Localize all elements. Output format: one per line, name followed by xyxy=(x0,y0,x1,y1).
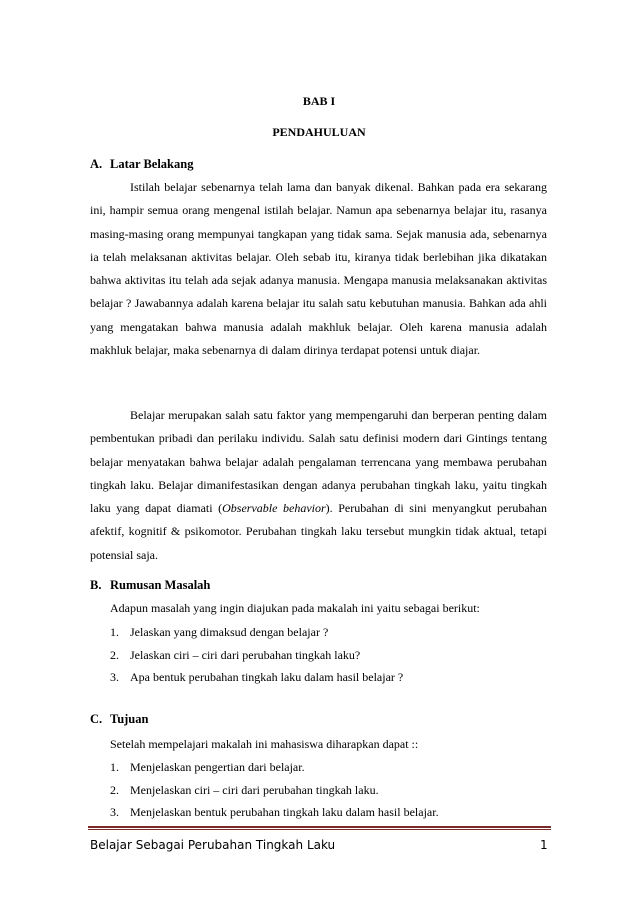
list-item: 3. Apa bentuk perubahan tingkah laku dalam hasil belajar ? xyxy=(110,670,404,684)
footer-divider xyxy=(88,826,551,828)
section-a-heading xyxy=(90,157,193,172)
chapter-number: BAB I xyxy=(302,94,336,108)
footer-divider-thin xyxy=(88,829,551,830)
page-number: 1 xyxy=(540,838,548,852)
list-item: 1. Menjelaskan pengertian dari belajar. xyxy=(110,760,305,774)
section-b-label: B. xyxy=(90,578,102,592)
list-item: 2. Jelaskan ciri – ciri dari perubahan tingkah laku? xyxy=(110,648,361,662)
section-a-paragraph-2 xyxy=(90,404,547,567)
section-c-label: C. xyxy=(90,712,103,726)
section-c-intro: Setelah mempelajari makalah ini mahasiswa diharapkan dapat :: xyxy=(110,737,419,751)
section-a-label: A. xyxy=(90,157,103,171)
section-a-title: Latar Belakang xyxy=(110,157,194,171)
section-b-intro: Adapun masalah yang ingin diajukan pada makalah ini yaitu sebagai berikut: xyxy=(110,601,480,615)
paragraph-2-text-start: Belajar merupakan salah satu faktor yang mempengaruhi dan berperan penting dalam pembentukan pribadi dan perilaku individu. Salah satu definisi modern dari Gintings tentang belajar menyatakan bahwa belajar adalah pengalaman terrencana yang membawa perubahan tingkah laku. Belajar dimanifestasikan dengan adanya perubahan tingkah laku, yaitu tingkah laku yang dapat diamati ( xyxy=(90,408,547,516)
section-b-heading xyxy=(90,578,210,593)
section-a-paragraph-1: Istilah belajar sebenarnya telah lama dan banyak dikenal. Bahkan pada era sekarang ini, hampir semua orang mengenal istilah belajar. Namun apa sebenarnya belajar itu, rasanya masing-masing orang mempunyai tangkapan yang tidak sama. Sejak manusia ada, sebenarnya ia telah melaksanan aktivitas belajar. Oleh sebab itu, kiranya tidak berlebihan jika dikatakan bahwa aktivitas itu telah ada sejak adanya manusia. Mengapa manusia melaksanakan aktivitas belajar ? Jawabannya adalah karena belajar itu salah satu kebutuhan manusia. Bahkan ada ahli yang mengatakan bahwa manusia adalah makhluk belajar. Oleh karena manusia adalah makhluk belajar, maka sebenarnya di dalam dirinya terdapat potensi untuk diajar. xyxy=(90,180,547,358)
list-item: 2. Menjelaskan ciri – ciri dari perubahan tingkah laku. xyxy=(110,783,379,797)
footer-title: Belajar Sebagai Perubahan Tingkah Laku xyxy=(90,838,336,852)
section-c-heading xyxy=(90,712,148,727)
section-b-title: Rumusan Masalah xyxy=(110,578,211,592)
chapter-title: PENDAHULUAN xyxy=(272,125,366,139)
section-c-title: Tujuan xyxy=(110,712,149,726)
list-item: 1. Jelaskan yang dimaksud dengan belajar ? xyxy=(110,625,329,639)
list-item: 3. Menjelaskan bentuk perubahan tingkah laku dalam hasil belajar. xyxy=(110,805,439,819)
paragraph-2-italic-term: Observable behavior xyxy=(222,501,326,516)
paragraph-2-text-end: ). Perubahan di sini menyangkut perubahan afektif, kognitif & psikomotor. Perubahan tingkah laku tersebut mungkin tidak aktual, tetapi potensial saja. xyxy=(90,501,547,562)
